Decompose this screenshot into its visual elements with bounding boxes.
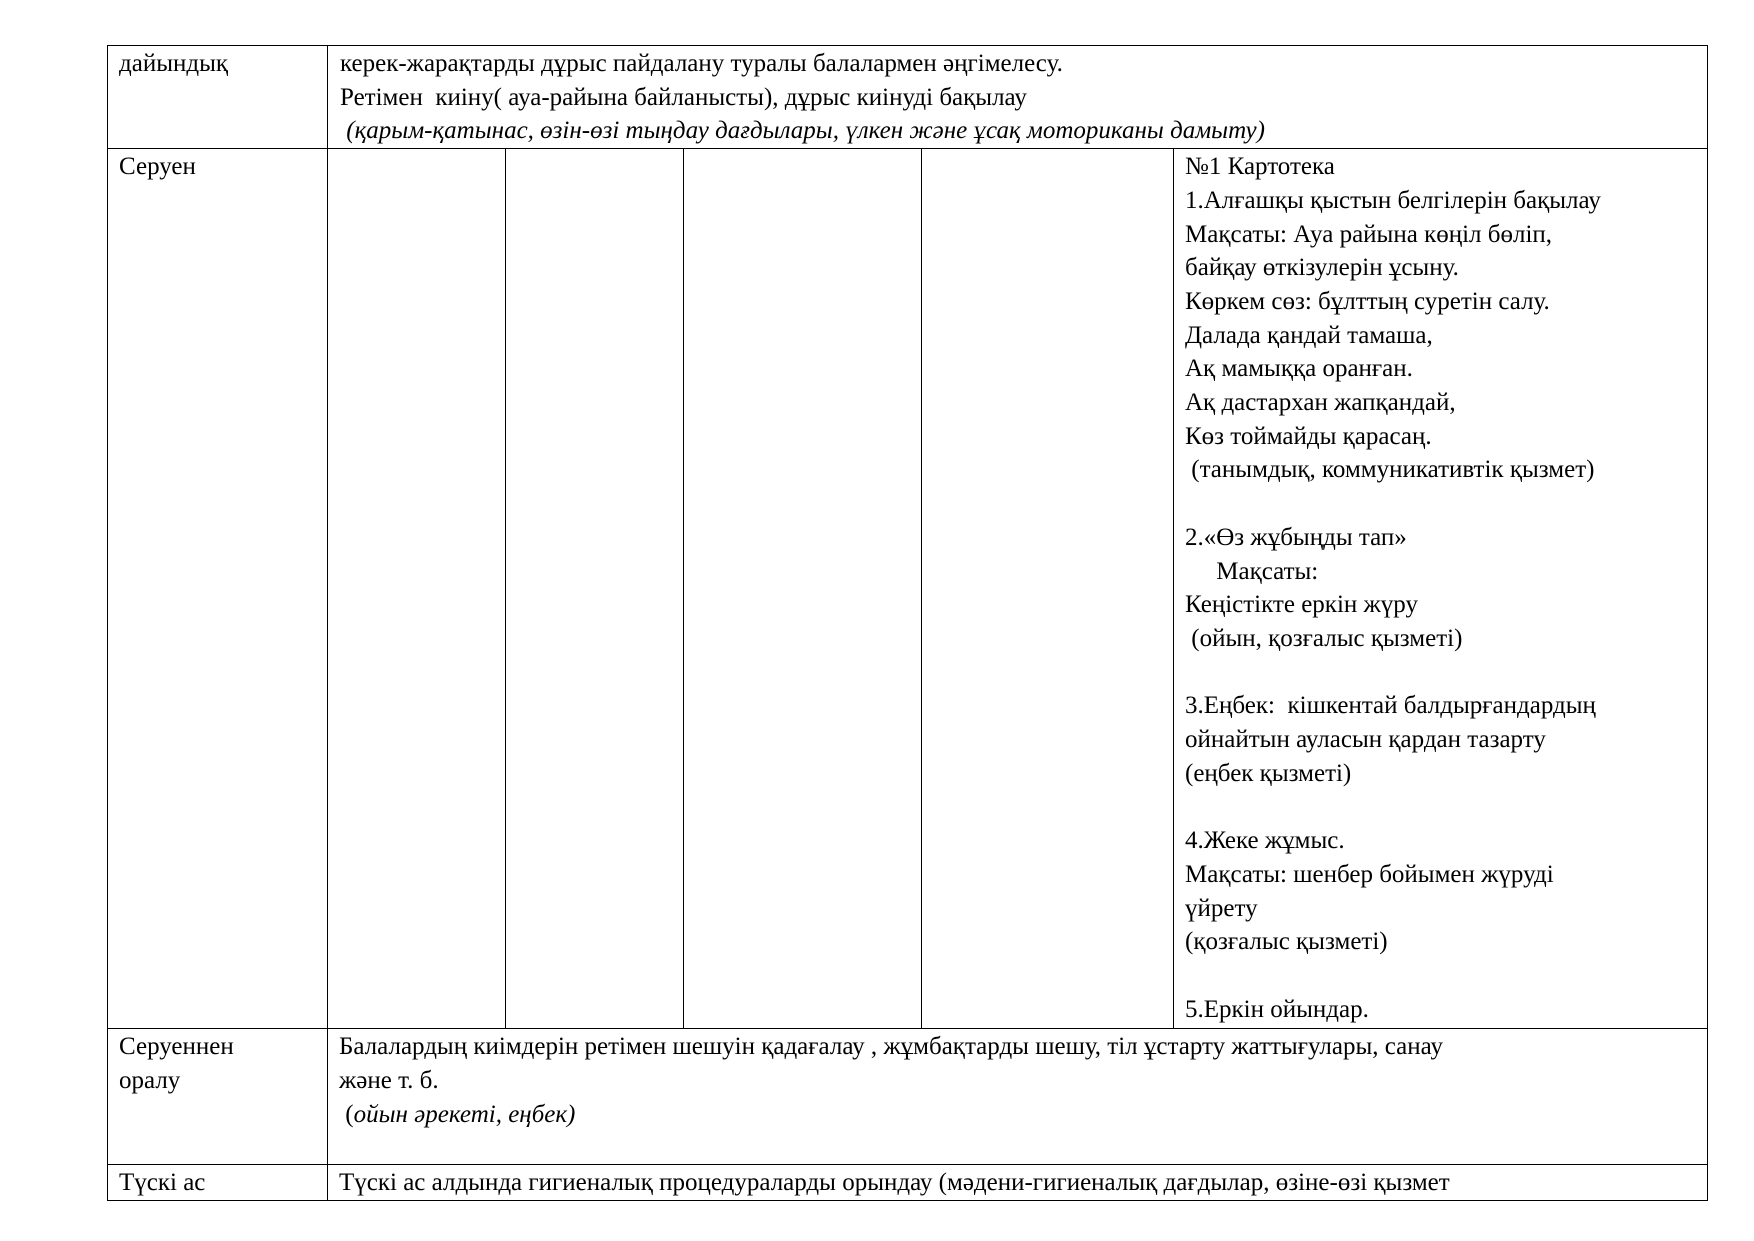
lunch-row (108, 1165, 1708, 1201)
lunch-content (328, 1165, 1708, 1201)
preparation-note: (қарым-қатынас, өзін-өзі тыңдау дағдылары, үлкен және ұсақ моториканы дамыту) (340, 117, 1265, 145)
preparation-label: дайындық (108, 46, 328, 149)
return-row (108, 1029, 1708, 1165)
walk-row (108, 149, 1708, 1029)
walk-line: 2.«Өз жұбыңды тап» (1185, 523, 1407, 551)
walk-line (1185, 790, 1697, 824)
walk-line: Мақсаты: Ауа райына көңіл бөліп, (1185, 220, 1553, 248)
walk-line: 4.Жеке жұмыс. (1185, 827, 1345, 855)
walk-day-cell-5 (1174, 149, 1708, 1029)
walk-label: Серуен (108, 149, 328, 1029)
walk-line: 5.Еркін ойындар. (1185, 995, 1369, 1023)
walk-day-cell-1 (328, 149, 506, 1029)
walk-line: Мақсаты: шенбер бойымен жүруді (1185, 860, 1554, 888)
walk-line (1185, 656, 1697, 690)
return-line: және т. б. (339, 1066, 439, 1094)
walk-line: үйрету (1185, 894, 1258, 922)
walk-line: 3.Еңбек: кішкентай балдырғандардың (1185, 692, 1596, 720)
preparation-row (108, 46, 1708, 149)
walk-line: (еңбек қызметі) (1185, 759, 1352, 787)
schedule-table (107, 45, 1708, 1201)
preparation-line: керек-жарақтарды дұрыс пайдалану туралы балалармен әңгімелесу. (340, 50, 1063, 77)
walk-line: (қозғалыс қызметі) (1185, 928, 1388, 956)
walk-day-cell-4 (922, 149, 1174, 1029)
walk-line (1185, 959, 1697, 993)
return-label: Серуеннен оралу (108, 1029, 328, 1165)
walk-line: Далада қандай тамаша, (1185, 321, 1433, 349)
walk-line: №1 Картотека (1185, 153, 1335, 181)
walk-line: Көз тоймайды қарасаң. (1185, 422, 1432, 450)
return-content (328, 1029, 1708, 1165)
walk-line (1185, 487, 1697, 521)
walk-day-cell-2 (506, 149, 684, 1029)
walk-line: (ойын, қозғалыс қызметі) (1185, 624, 1463, 652)
preparation-line: Ретімен киіну( ауа-райына байланысты), дұрыс киінуді бақылау (340, 83, 1027, 111)
walk-line: Ақ мамыққа оранған. (1185, 355, 1413, 383)
lunch-label: Түскі ас (108, 1165, 328, 1201)
walk-line: Ақ дастархан жапқандай, (1185, 389, 1456, 417)
walk-line: Мақсаты: (1185, 557, 1319, 585)
walk-line: ойнайтын ауласын қардан тазарту (1185, 726, 1546, 754)
walk-line: Кеңістікте еркін жүру (1185, 591, 1418, 619)
lunch-line: Түскі ас алдында гигиеналық процедураларды орындау (мәдени-гигиеналық дағдылар, өзіне-өзі қызмет (339, 1169, 1450, 1197)
return-note: (ойын әрекеті, еңбек) (339, 1100, 576, 1128)
return-line: Балалардың киімдерін ретімен шешуін қадағалау , жұмбақтарды шешу, тіл ұстарту жаттығулары, санау (339, 1033, 1443, 1061)
preparation-content (328, 46, 1708, 149)
walk-line: 1.Алғашқы қыстын белгілерін бақылау (1185, 186, 1601, 214)
walk-line: (танымдық, коммуникативтік қызмет) (1185, 456, 1595, 484)
walk-line: Көркем сөз: бұлттың суретін салу. (1185, 287, 1550, 315)
walk-line: байқау өткізулерін ұсыну. (1185, 254, 1459, 282)
walk-day-cell-3 (684, 149, 922, 1029)
